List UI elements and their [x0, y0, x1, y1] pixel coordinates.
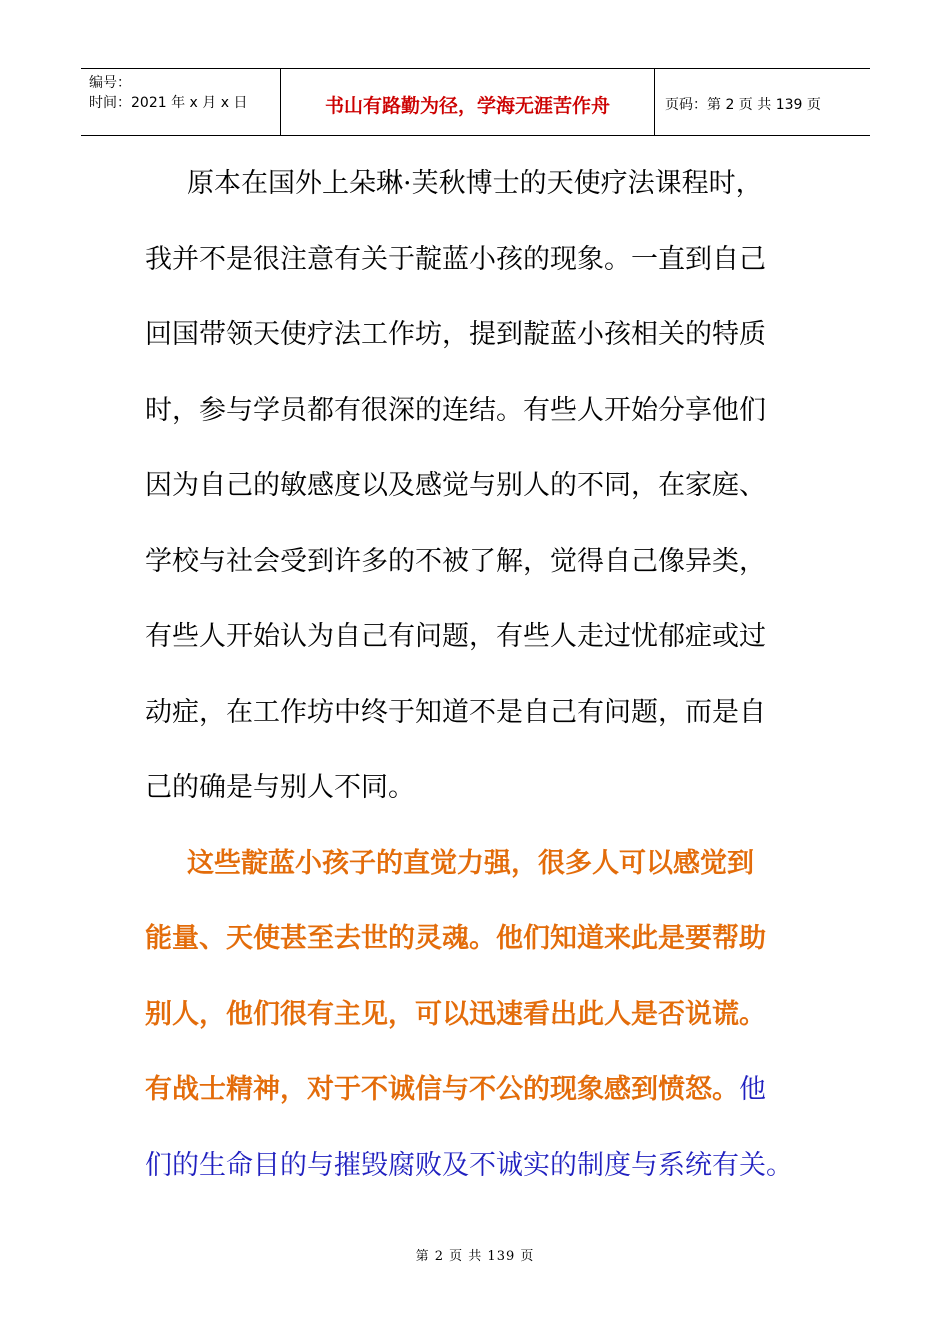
- paragraph-line: 己的确是与别人不同。: [145, 772, 415, 803]
- paragraph-line: 回国带领天使疗法工作坊，提到靛蓝小孩相关的特质: [145, 319, 766, 350]
- highlighted-text: 有战士精神，对于不诚信与不公的现象感到愤怒。: [145, 1074, 739, 1105]
- blue-text: 他: [739, 1074, 766, 1105]
- header-meta-cell: [81, 69, 281, 135]
- highlighted-paragraph-line: 别人，他们很有主见，可以迅速看出此人是否说谎。: [145, 998, 766, 1030]
- document-date-label: 时间：2021 年 x 月 x 日: [89, 95, 248, 111]
- blue-paragraph-line: 们的生命目的与摧毁腐败及不诚实的制度与系统有关。: [145, 1149, 793, 1181]
- header-page-info: 页码：第 2 页 共 139 页: [665, 97, 821, 113]
- document-number-label: 编号：: [89, 75, 131, 91]
- paragraph-line: 动症，在工作坊中终于知道不是自己有问题，而是自: [145, 696, 766, 728]
- paragraph-line: 因为自己的敏感度以及感觉与别人的不同，在家庭、: [145, 470, 766, 501]
- page-header: [81, 68, 870, 136]
- mixed-paragraph-line: [145, 1064, 825, 1140]
- paragraph-line: 我并不是很注意有关于靛蓝小孩的现象。一直到自己: [145, 243, 766, 275]
- header-motto: 书山有路勤为径，学海无涯苦作舟: [281, 69, 655, 135]
- highlighted-paragraph-line: 这些靛蓝小孩子的直觉力强，很多人可以感觉到: [187, 847, 754, 879]
- paragraph-line: 学校与社会受到许多的不被了解，觉得自己像异类，: [145, 545, 766, 577]
- paragraph-line: 原本在国外上朵琳·芙秋博士的天使疗法课程时，: [187, 168, 763, 199]
- paragraph-line: 时，参与学员都有很深的连结。有些人开始分享他们: [145, 394, 766, 426]
- highlighted-paragraph-line: 能量、天使甚至去世的灵魂。他们知道来此是要帮助: [145, 923, 766, 954]
- document-body: [145, 158, 825, 1215]
- page-footer: 第 2 页 共 139 页: [415, 1249, 535, 1264]
- paragraph-line: 有些人开始认为自己有问题，有些人走过忧郁症或过: [145, 621, 766, 652]
